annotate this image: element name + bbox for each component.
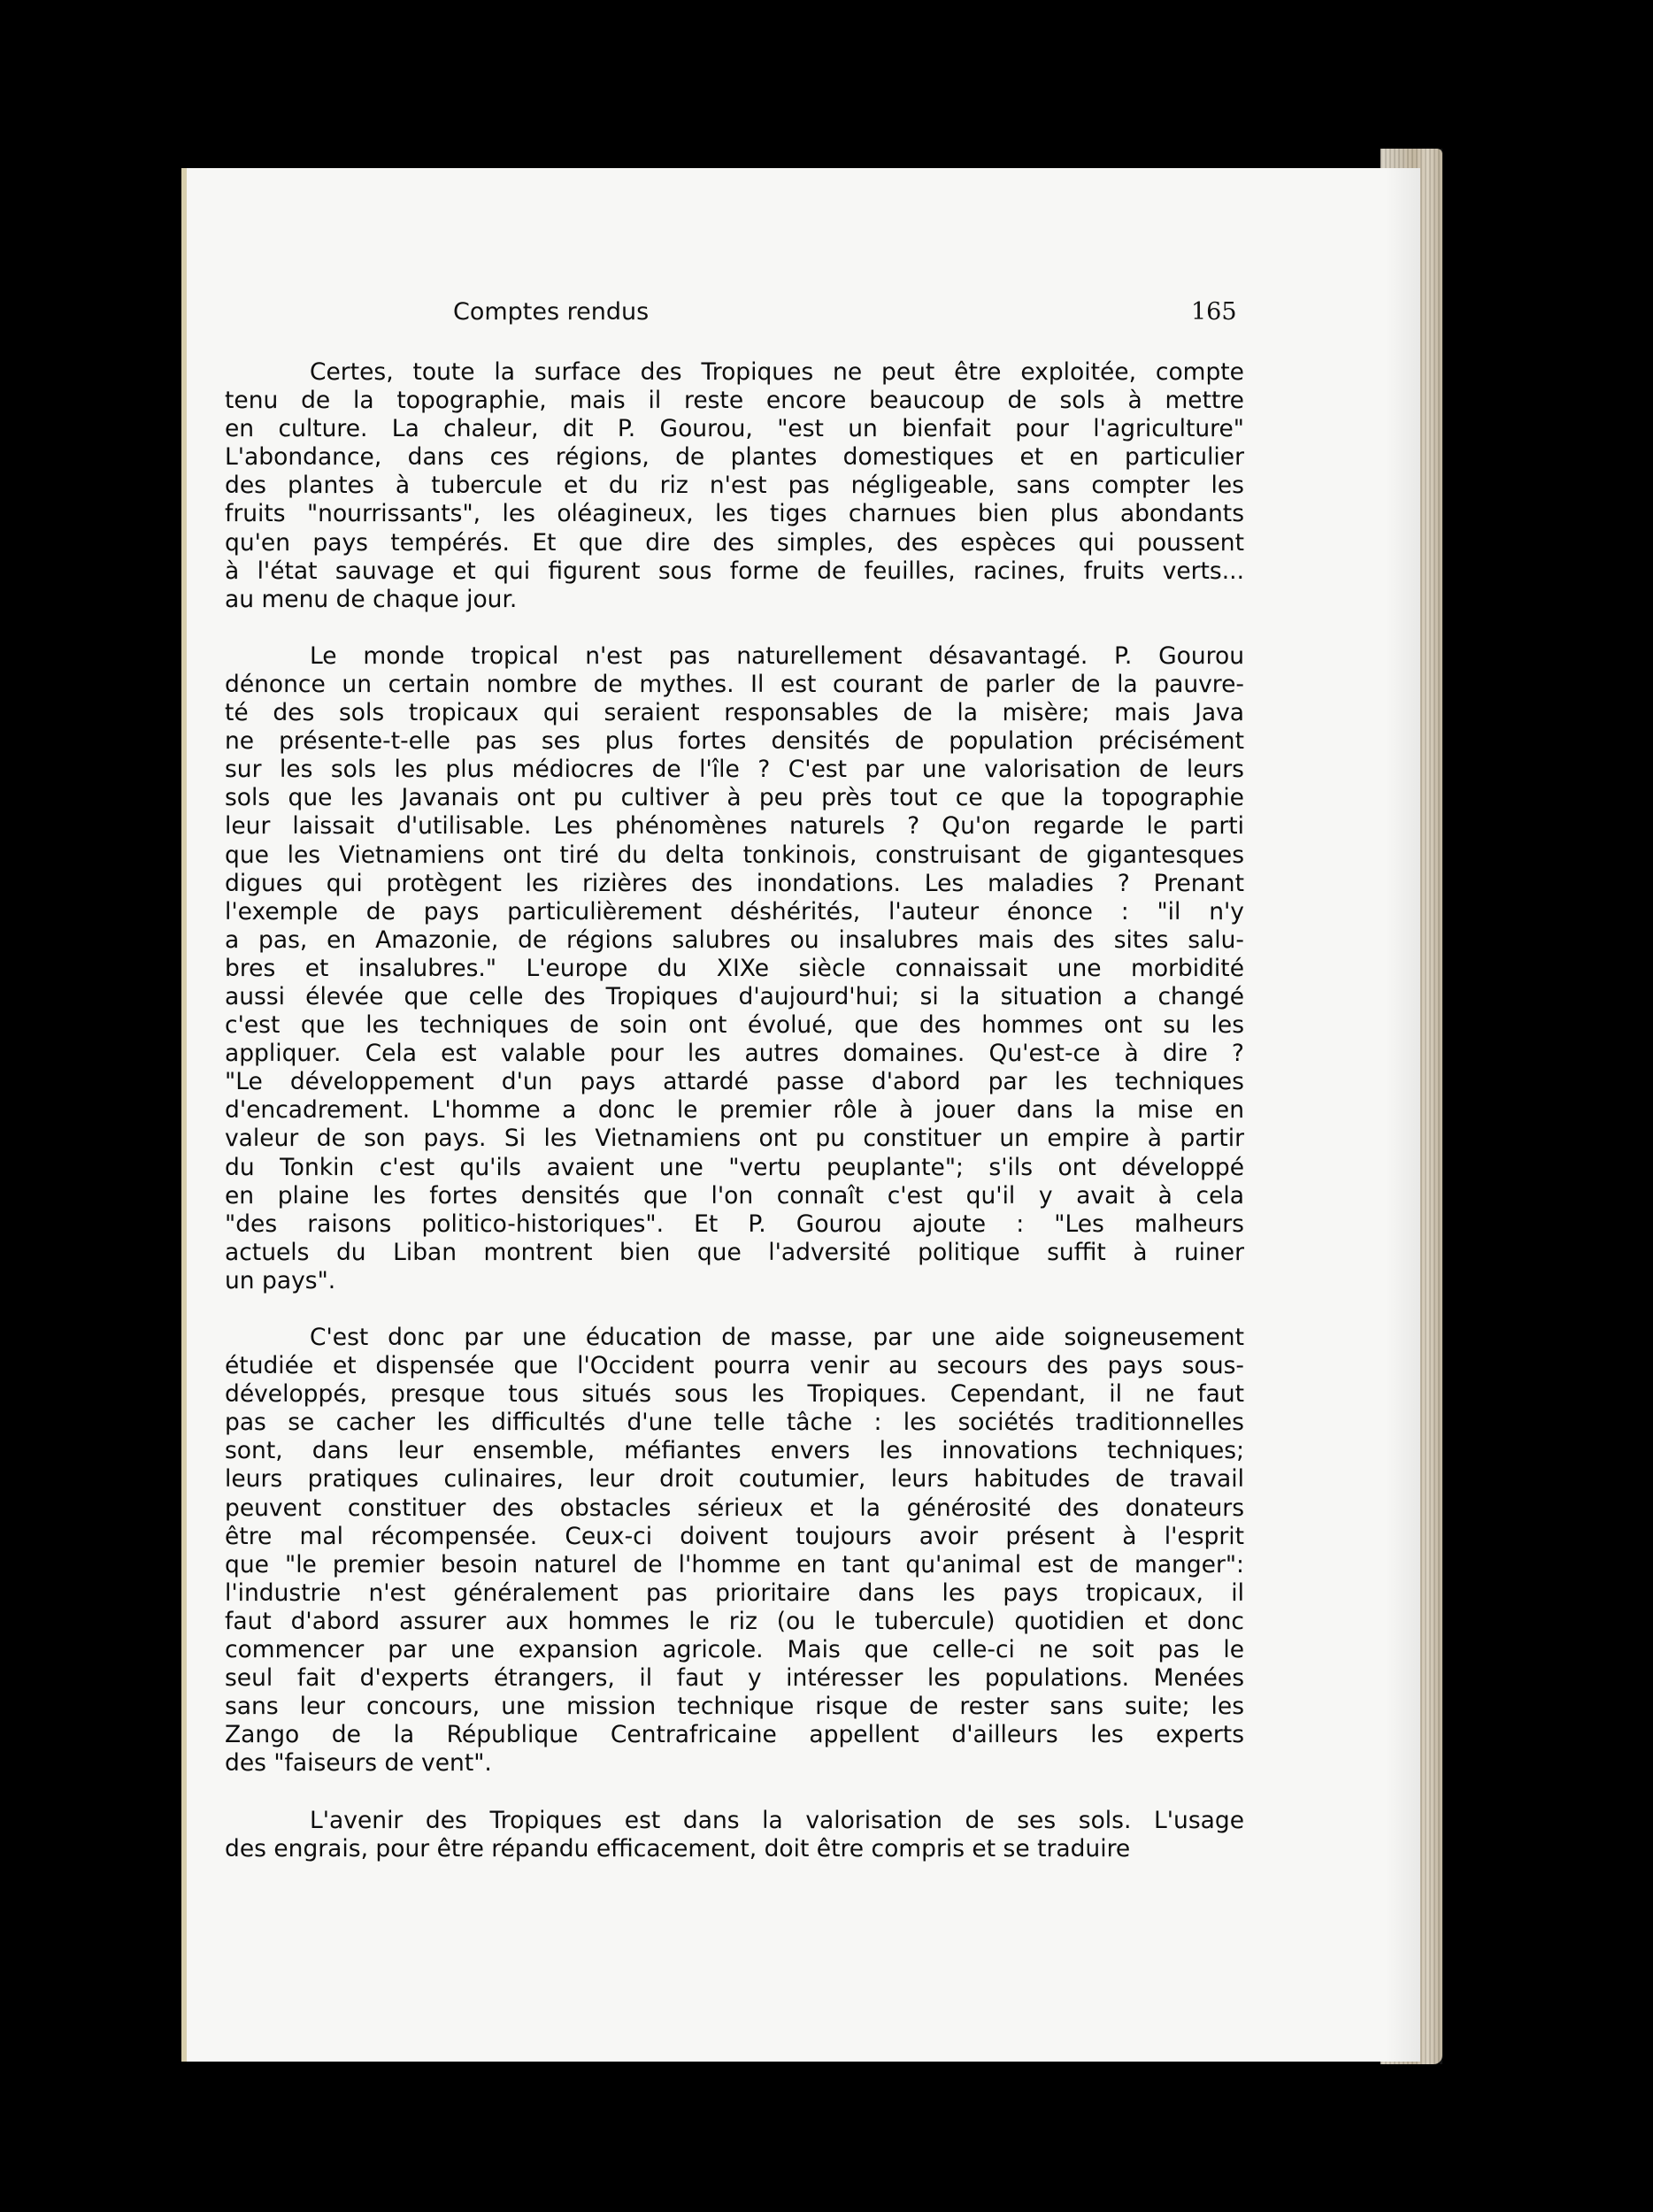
text-line: que les Vietnamiens ont tiré du delta tonkinois, construisant de gigantesques	[225, 841, 1244, 869]
text-line: sont, dans leur ensemble, méfiantes envers les innovations techniques;	[225, 1437, 1244, 1465]
text-line: leurs pratiques culinaires, leur droit coutumier, leurs habitudes de travail	[225, 1465, 1244, 1494]
text-line: en plaine les fortes densités que l'on connaît c'est qu'il y avait à cela	[225, 1181, 1244, 1210]
text-line: du Tonkin c'est qu'ils avaient une "vertu peuplante"; s'ils ont développé	[225, 1153, 1244, 1181]
text-line: aussi élevée que celle des Tropiques d'aujourd'hui; si la situation a changé	[225, 982, 1244, 1010]
body-text	[225, 358, 1244, 1892]
text-line: commencer par une expansion agricole. Mais que celle-ci ne soit pas le	[225, 1636, 1244, 1664]
text-line: pas se cacher les difficultés d'une telle tâche : les sociétés traditionnelles	[225, 1409, 1244, 1437]
text-line: actuels du Liban montrent bien que l'adversité politique suffit à ruiner	[225, 1238, 1244, 1266]
text-line: fruits "nourrissants", les oléagineux, les tiges charnues bien plus abondants	[225, 500, 1244, 528]
text-line: té des sols tropicaux qui seraient responsables de la misère; mais Java	[225, 699, 1244, 727]
text-line: des engrais, pour être répandu efficacement, doit être compris et se traduire	[225, 1834, 1131, 1863]
text-line: sans leur concours, une mission technique risque de rester sans suite; les	[225, 1693, 1244, 1721]
text-line: sols que les Javanais ont pu cultiver à peu près tout ce que la topographie	[225, 784, 1244, 812]
text-line: seul fait d'experts étrangers, il faut y intéresser les populations. Menées	[225, 1664, 1244, 1693]
text-line: qu'en pays tempérés. Et que dire des simples, des espèces qui poussent	[225, 528, 1244, 557]
text-line: Zango de la République Centrafricaine appellent d'ailleurs les experts	[225, 1721, 1244, 1749]
paragraph	[225, 358, 1244, 614]
text-line: a pas, en Amazonie, de régions salubres ou insalubres mais des sites salu-	[225, 926, 1244, 954]
text-line: l'exemple de pays particulièrement déshérités, l'auteur énonce : "il n'y	[225, 897, 1244, 926]
text-line: l'industrie n'est généralement pas prioritaire dans les pays tropicaux, il	[225, 1578, 1244, 1607]
text-line: à l'état sauvage et qui figurent sous forme de feuilles, racines, fruits verts...	[225, 557, 1244, 585]
text-line: sur les sols les plus médiocres de l'île ? C'est par une valorisation de leurs	[225, 756, 1244, 784]
text-line: que "le premier besoin naturel de l'homme en tant qu'animal est de manger":	[225, 1550, 1244, 1578]
text-line: bres et insalubres." L'europe du XIXe siècle connaissait une morbidité	[225, 954, 1244, 982]
text-line: être mal récompensée. Ceux-ci doivent toujours avoir présent à l'esprit	[225, 1522, 1244, 1550]
text-line: étudiée et dispensée que l'Occident pourra venir au secours des pays sous-	[225, 1352, 1244, 1380]
paragraph	[225, 1807, 1244, 1863]
text-line: en culture. La chaleur, dit P. Gourou, "est un bienfait pour l'agriculture"	[225, 415, 1244, 443]
text-line: Certes, toute la surface des Tropiques ne peut être exploitée, compte	[310, 358, 1244, 386]
text-line: "des raisons politico-historiques". Et P. Gourou ajoute : "Les malheurs	[225, 1210, 1244, 1238]
text-line: peuvent constituer des obstacles sérieux et la générosité des donateurs	[225, 1494, 1244, 1522]
text-line: dénonce un certain nombre de mythes. Il est courant de parler de la pauvre-	[225, 670, 1244, 698]
running-head	[0, 298, 1653, 334]
page-number: 165	[1191, 298, 1237, 326]
text-line: au menu de chaque jour.	[225, 585, 518, 613]
text-line: digues qui protègent les rizières des inondations. Les maladies ? Prenant	[225, 869, 1244, 897]
text-line: faut d'abord assurer aux hommes le riz (ou le tubercule) quotidien et donc	[225, 1607, 1244, 1635]
text-line: C'est donc par une éducation de masse, par une aide soigneusement	[310, 1324, 1244, 1351]
text-line: tenu de la topographie, mais il reste encore beaucoup de sols à mettre	[225, 387, 1244, 415]
text-line: c'est que les techniques de soin ont évolué, que des hommes ont su les	[225, 1011, 1244, 1040]
text-line: L'avenir des Tropiques est dans la valorisation de ses sols. L'usage	[310, 1806, 1244, 1834]
text-line: des "faiseurs de vent".	[225, 1749, 492, 1778]
text-line: un pays".	[225, 1266, 336, 1294]
text-line: Le monde tropical n'est pas naturellement désavantagé. P. Gourou	[310, 641, 1244, 670]
text-line: leur laissait d'utilisable. Les phénomènes naturels ? Qu'on regarde le parti	[225, 812, 1244, 841]
text-line: "Le développement d'un pays attardé passe d'abord par les techniques	[225, 1068, 1244, 1096]
text-line: des plantes à tubercule et du riz n'est pas négligeable, sans compter les	[225, 472, 1244, 500]
text-line: L'abondance, dans ces régions, de plantes domestiques et en particulier	[225, 443, 1244, 472]
text-line: développés, presque tous situés sous les Tropiques. Cependant, il ne faut	[225, 1380, 1244, 1409]
text-line: appliquer. Cela est valable pour les autres domaines. Qu'est-ce à dire ?	[225, 1040, 1244, 1068]
text-line: d'encadrement. L'homme a donc le premier rôle à jouer dans la mise en	[225, 1096, 1244, 1125]
text-line: ne présente-t-elle pas ses plus fortes densités de population précisément	[225, 727, 1244, 756]
paragraph	[225, 642, 1244, 1295]
paragraph	[225, 1324, 1244, 1778]
running-title: Comptes rendus	[453, 298, 650, 326]
text-line: valeur de son pays. Si les Vietnamiens ont pu constituer un empire à partir	[225, 1125, 1244, 1153]
